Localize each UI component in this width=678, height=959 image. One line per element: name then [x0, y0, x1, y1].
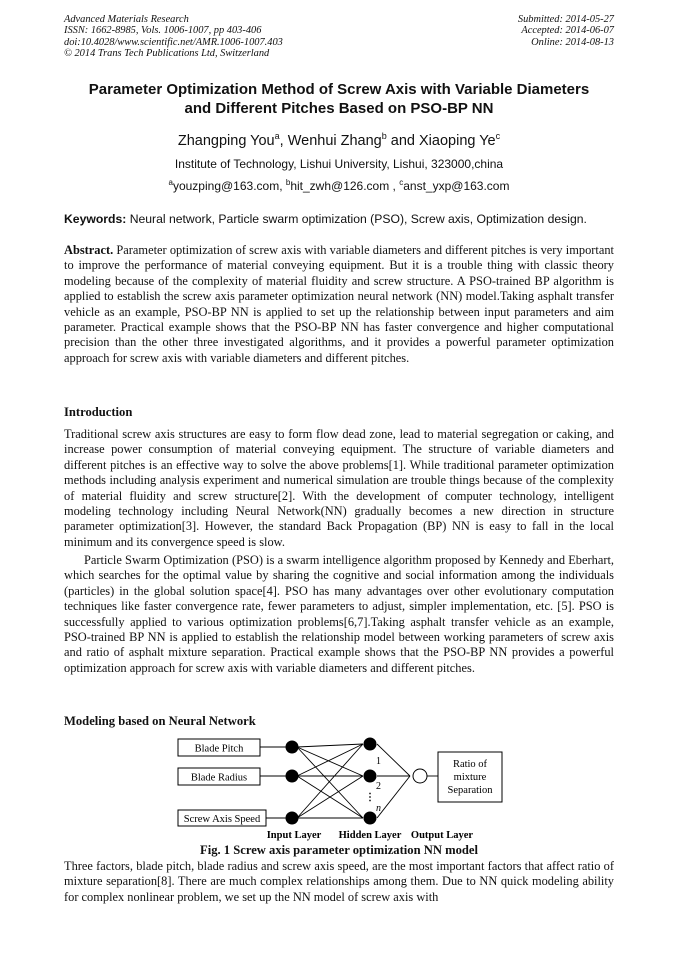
hidden-node	[364, 770, 377, 783]
submitted-date: Submitted: 2014-05-27	[517, 14, 614, 25]
email-address[interactable]: youzping@163.com,	[172, 179, 286, 193]
introduction-heading: Introduction	[64, 405, 133, 419]
abstract-text: Parameter optimization of screw axis with variable diameters and different pitches is very important to improve the performance of material conveying equipment. But it is a trouble thing with classic theory modeling because of the complexity of material fluidity and screw structure. A PSO-trained BP algorithm is applied to establish the screw axis parameter optimization neural network (NN) model.Taking asphalt transfer vehicle as an example, PSO-BP NN is applied to set up the relationship between input parameters and aim parameter. Practical example shows that the PSO-BP NN has faster convergence and higher computational precision than the other three investigated algorithms, and it provides a powerful parameter optimization approach for screw axis with variable diameters and different pitches.	[64, 243, 614, 365]
modeling-heading: Modeling based on Neural Network	[64, 714, 256, 728]
journal-name: Advanced Materials Research	[64, 14, 189, 25]
email-sup: a	[168, 178, 173, 187]
output-label-line: Separation	[447, 785, 493, 796]
hidden-label: ⋮	[365, 792, 375, 803]
author-sup: c	[495, 131, 501, 141]
hidden-nodes	[364, 738, 377, 825]
copyright-line: © 2014 Trans Tech Publications Ltd, Switzerland	[64, 48, 270, 60]
abstract	[64, 243, 614, 366]
issn-line: ISSN: 1662-8985, Vols. 1006-1007, pp 403-406	[64, 25, 262, 37]
email-sup: b	[285, 178, 291, 187]
nn-model-figure	[170, 734, 510, 842]
email-list	[40, 178, 638, 193]
input-node	[286, 812, 299, 825]
hidden-node	[364, 738, 377, 751]
input-nodes	[286, 741, 299, 825]
hidden-labels	[365, 756, 381, 814]
email-address[interactable]: hit_zwh@126.com ,	[290, 179, 400, 193]
title-line-1: Parameter Optimization Method of Screw Axis with Variable Diameters	[88, 81, 590, 98]
layer-label: Input Layer	[266, 830, 322, 841]
layer-label: Hidden Layer	[338, 830, 402, 841]
keywords-label: Keywords:	[64, 212, 127, 226]
hidden-label: n	[376, 803, 381, 814]
intro-paragraph-2: Particle Swarm Optimization (PSO) is a swarm intelligence algorithm proposed by Kennedy and Eberhart, which searches for the optimal value by sharing the cognitive and social information among the individuals (particles) in the global solution space[4]. PSO has many advantages over other evolutionary computation techniques like faster convergence rate, fewer parameters to adjust, simpler implementation, etc. [5]. PSO is successfully applied to various optimization problems[6,7].Taking asphalt transfer vehicle as an example, PSO-trained BP NN is applied to establish the relationship model between working parameters of screw axis and ratio of asphalt mixture separation. Practical example shows that the PSO-BP NN provides a powerful optimization approach for screw axis with variable diameters and different pitches.	[64, 553, 614, 675]
online-date: Online: 2014-08-13	[531, 36, 614, 48]
author-name: Xiaoping Ye	[419, 132, 496, 149]
input-label: Blade Radius	[190, 772, 248, 784]
modeling-paragraph-1: Three factors, blade pitch, blade radius and screw axis speed, are the most important factors that affect ratio of mixture separation[8]. There are much complex relationships among them. Due to NN quick modeling ability for complex nonlinear problem, we set up the NN model of screw axis with	[64, 859, 614, 904]
intro-paragraph-1: Traditional screw axis structures are easy to form flow dead zone, lead to material segregation or caking, and increase power consumption of material conveying equipment. The structure of variable diameters and different pitches is an effective way to solve the above problems[1]. While traditional parameter optimization methods including analysis experiment and numerical simulation are trouble things because of the complexity of material fluidity and screw structure[2]. With the development of computer technology, intelligent modeling technology including Neural Network(NN) gradually becomes a new direction in structure parameter optimization[3]. However, the standard Back Propagation (BP) NN is easy to fall in the local minimum and its convergence speed is slow.	[64, 427, 614, 549]
layer-label: Output Layer	[410, 830, 474, 841]
author-sep: ,	[279, 132, 288, 149]
hidden-label: 1	[376, 756, 381, 767]
input-node	[286, 741, 299, 754]
paper-title	[40, 80, 638, 118]
author-sup: a	[274, 131, 280, 141]
output-label-line: Ratio of	[452, 759, 488, 770]
title-line-2: and Different Pitches Based on PSO-BP NN	[184, 100, 494, 117]
accepted-date: Accepted: 2014-06-07	[521, 25, 614, 37]
author-name: Wenhui Zhang	[287, 132, 382, 149]
email-address[interactable]: anst_yxp@163.com	[403, 179, 510, 193]
journal-header-right	[518, 14, 614, 48]
author-sep: and	[386, 132, 420, 149]
keywords-text: Neural network, Particle swarm optimization (PSO), Screw axis, Optimization design.	[126, 212, 587, 226]
input-node	[286, 770, 299, 783]
output-node	[413, 769, 427, 783]
journal-header-left	[64, 14, 283, 60]
affiliation: Institute of Technology, Lishui University, Lishui, 323000,china	[174, 157, 504, 171]
abstract-label: Abstract.	[64, 243, 114, 257]
author-sup: b	[381, 131, 387, 141]
input-label: Blade Pitch	[194, 743, 244, 755]
arrows	[260, 744, 438, 818]
author-name: Zhangping You	[177, 132, 275, 149]
hidden-label: 2	[376, 781, 381, 792]
layer-labels	[267, 830, 474, 841]
keywords	[64, 212, 624, 226]
author-list	[40, 131, 638, 149]
output-label-line: mixture	[453, 772, 487, 783]
input-boxes	[178, 739, 266, 826]
hidden-node	[364, 812, 377, 825]
figure-caption: Fig. 1 Screw axis parameter optimization NN model	[200, 843, 478, 857]
input-label: Screw Axis Speed	[183, 814, 261, 825]
doi-line: doi:10.4028/www.scientific.net/AMR.1006-1007.403	[64, 36, 283, 48]
email-sup: c	[399, 178, 404, 187]
